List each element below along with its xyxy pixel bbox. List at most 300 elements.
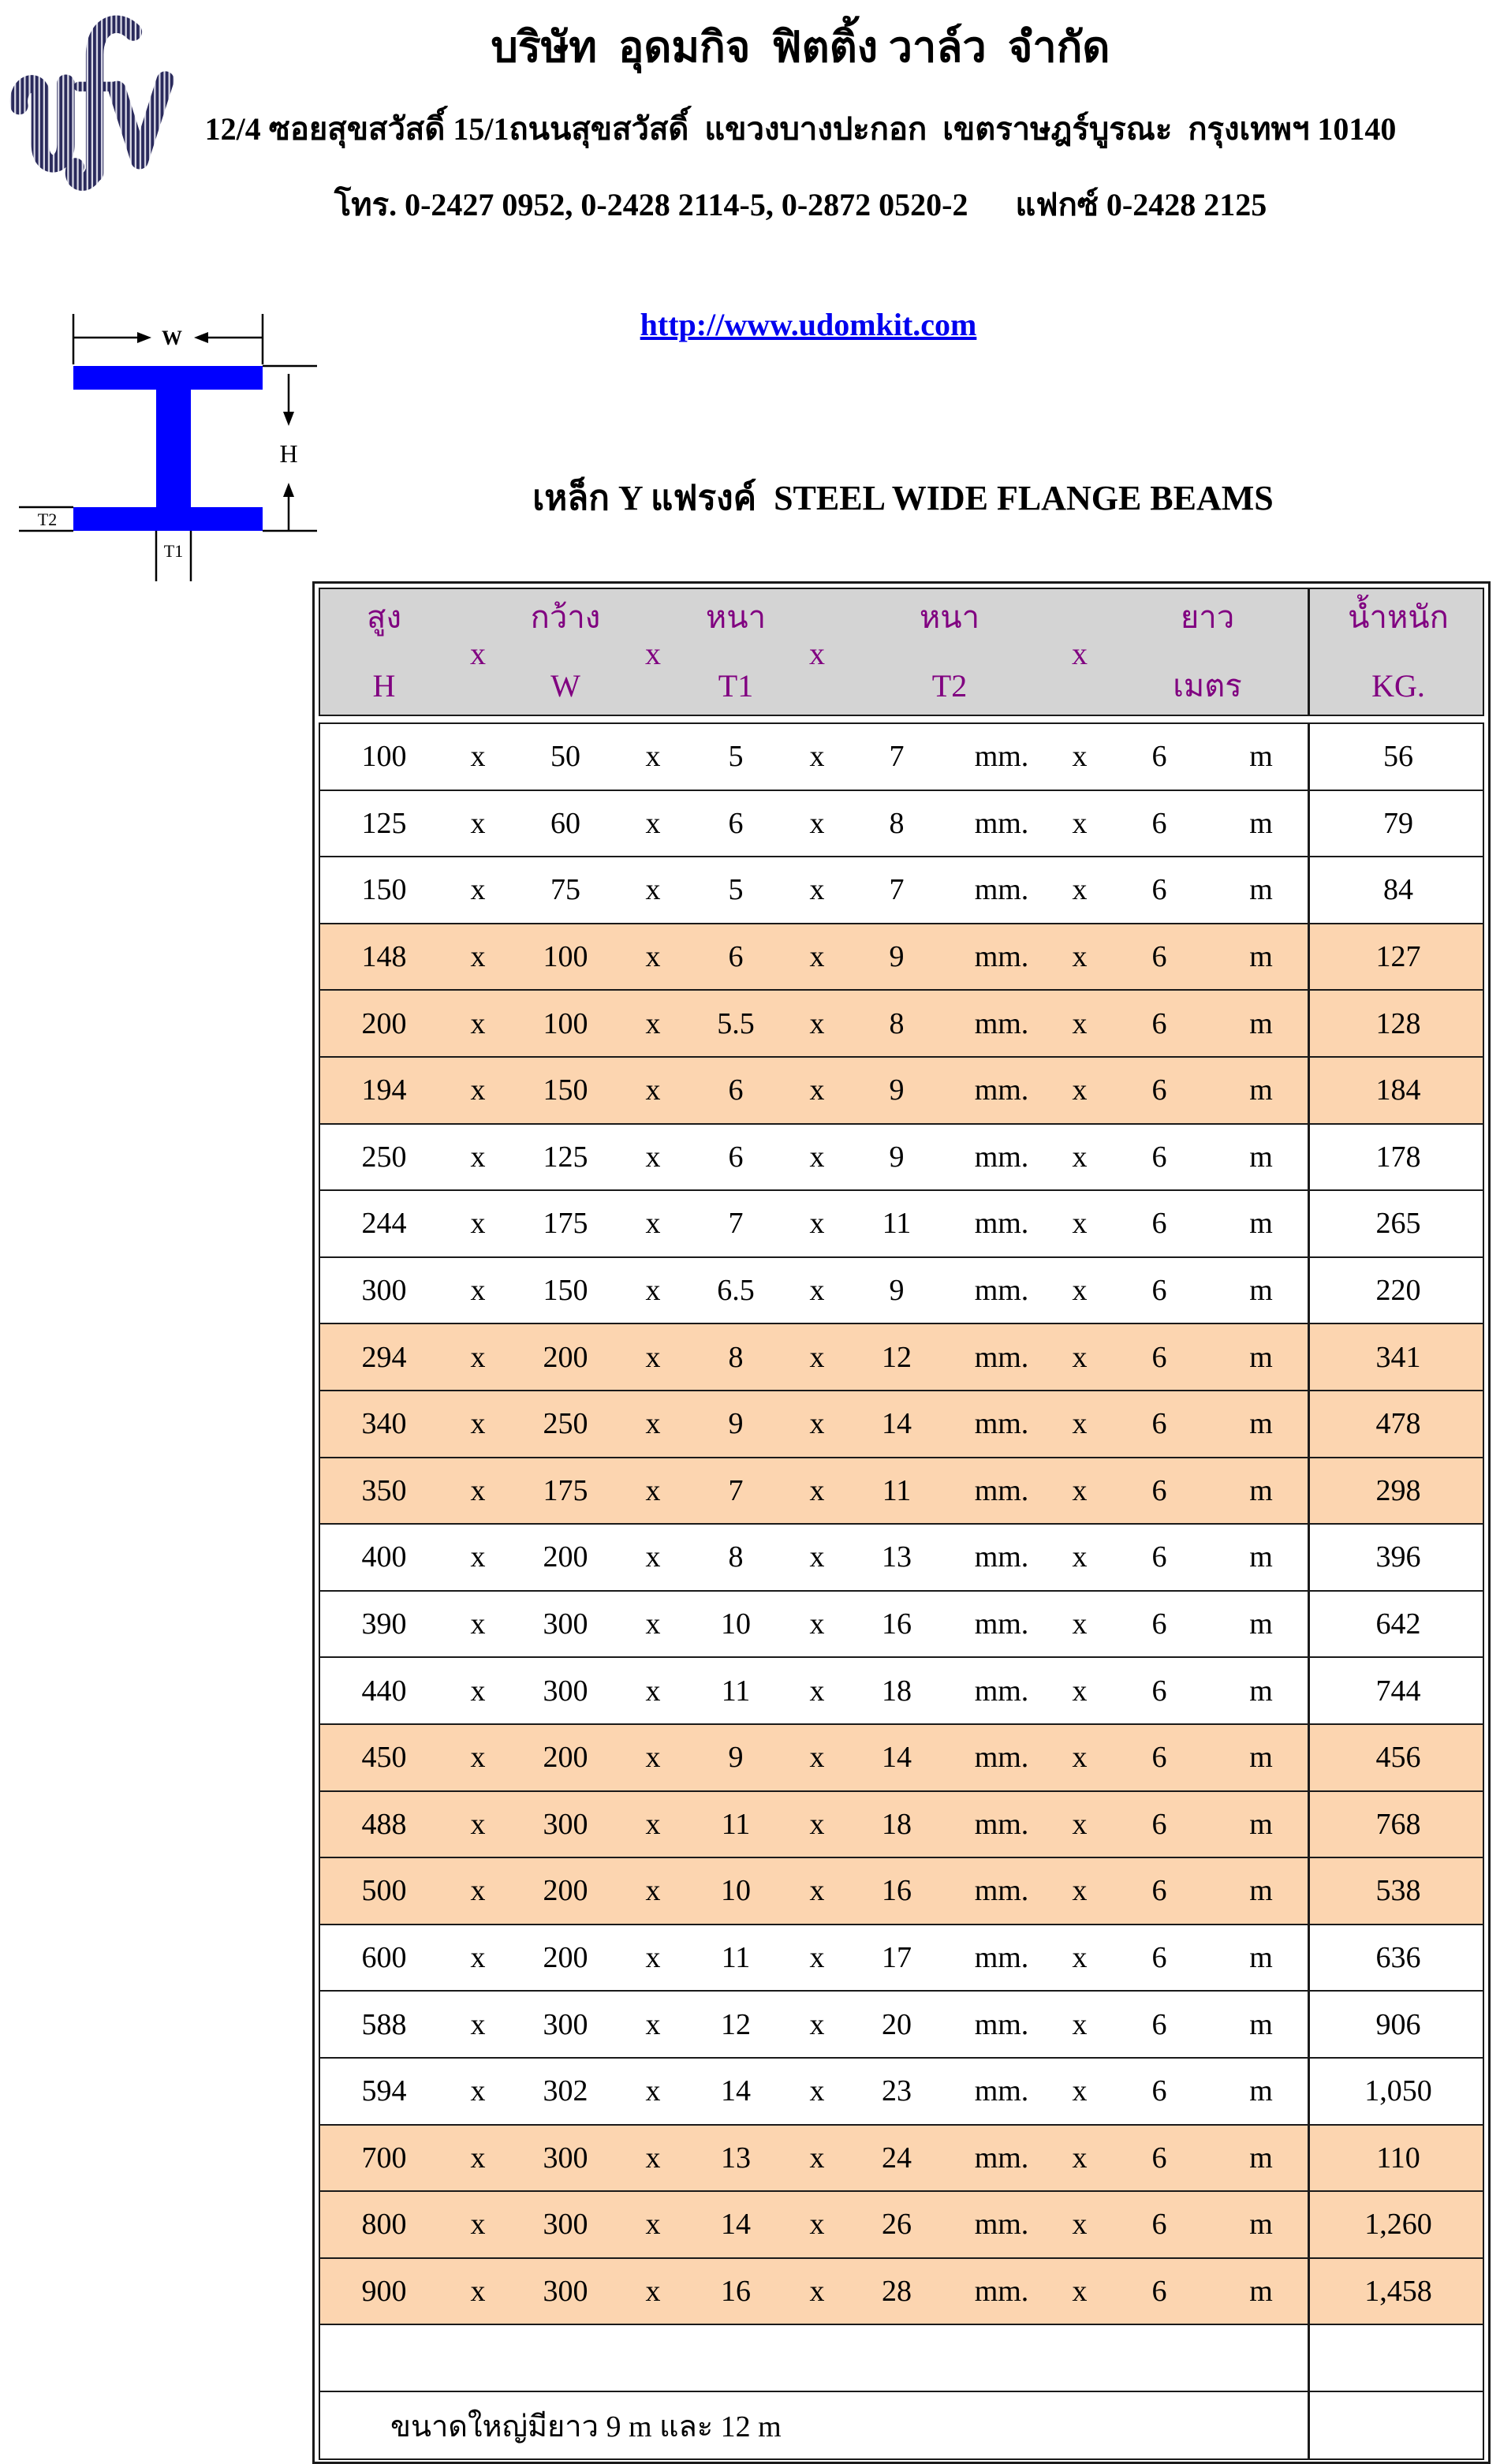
web-thickness-cell: 5 [728,873,744,907]
length-cell: 6 [1151,1340,1167,1374]
footer-note: ขนาดใหญ่มียาว 9 m และ 12 m [390,2410,782,2443]
times-sign: x [470,1340,486,1374]
flange-thickness-cell: 13 [882,1540,912,1574]
web-thickness-cell: 12 [721,2007,751,2041]
weight-cell: 642 [1375,1607,1421,1641]
table-row [320,1458,1483,1525]
table-row [320,1658,1483,1725]
width-cell: 200 [543,1741,588,1775]
unit-mm: mm. [974,1473,1029,1507]
width-cell: 60 [550,806,580,840]
times-sign: x [809,1540,825,1574]
flange-thickness-cell: 9 [889,1073,905,1107]
height-cell: 194 [361,1073,407,1107]
flange-thickness-cell: 7 [889,740,905,774]
unit-mm: mm. [974,1941,1029,1975]
web-thickness-cell: 5.5 [717,1006,755,1040]
times-sign: x [470,1941,486,1975]
weight-cell: 906 [1375,2007,1421,2041]
web-thickness-cell: 14 [721,2074,751,2108]
flange-thickness-cell: 28 [882,2275,912,2309]
width-cell: 300 [543,1607,588,1641]
unit-m: m [1249,1941,1273,1975]
length-cell: 6 [1151,1941,1167,1975]
footer-row [320,2392,1483,2459]
times-sign: x [809,740,825,774]
web-thickness-cell: 6.5 [717,1274,755,1308]
times-sign: x [1072,2275,1088,2309]
header-times-sign: x [645,636,661,671]
unit-m: m [1249,2141,1273,2175]
height-cell: 244 [361,1207,407,1241]
height-cell: 700 [361,2141,407,2175]
height-cell: 600 [361,1941,407,1975]
flange-thickness-cell: 17 [882,1941,912,1975]
width-cell: 200 [543,1340,588,1374]
weight-cell: 478 [1375,1407,1421,1441]
times-sign: x [470,1006,486,1040]
width-cell: 300 [543,1807,588,1841]
times-sign: x [470,1607,486,1641]
height-label: H [279,439,298,468]
unit-mm: mm. [974,2275,1029,2309]
web-thickness-cell: 10 [721,1607,751,1641]
unit-m: m [1249,1741,1273,1775]
times-sign: x [645,2275,661,2309]
times-sign: x [809,806,825,840]
unit-m: m [1249,1407,1273,1441]
web-thickness-cell: 9 [728,1741,744,1775]
table-row [320,1725,1483,1792]
weight-cell: 1,260 [1364,2208,1432,2242]
times-sign: x [809,1607,825,1641]
times-sign: x [809,2007,825,2041]
flange-thickness-cell: 14 [882,1407,912,1441]
times-sign: x [1072,806,1088,840]
unit-mm: mm. [974,1741,1029,1775]
unit-mm: mm. [974,1207,1029,1241]
times-sign: x [1072,2141,1088,2175]
height-cell: 588 [361,2007,407,2041]
table-row [320,1391,1483,1458]
times-sign: x [470,940,486,974]
times-sign: x [645,1741,661,1775]
width-cell: 150 [543,1274,588,1308]
times-sign: x [645,1874,661,1908]
times-sign: x [470,1473,486,1507]
times-sign: x [645,806,661,840]
times-sign: x [1072,1340,1088,1374]
flange-thickness-cell: 11 [882,1473,912,1507]
unit-mm: mm. [974,2007,1029,2041]
unit-m: m [1249,1140,1273,1174]
weight-cell: 84 [1383,873,1413,907]
table-row [320,1858,1483,1925]
width-cell: 300 [543,2007,588,2041]
width-cell: 150 [543,1073,588,1107]
times-sign: x [1072,1807,1088,1841]
unit-mm: mm. [974,1073,1029,1107]
times-sign: x [809,1340,825,1374]
table-row [320,2126,1483,2193]
beam-cross-section-diagram [0,308,331,592]
times-sign: x [809,2275,825,2309]
length-cell: 6 [1151,1006,1167,1040]
flange-thickness-cell: 18 [882,1674,912,1708]
header-column-divider [1308,589,1310,715]
length-cell: 6 [1151,1473,1167,1507]
width-cell: 300 [543,2141,588,2175]
flange-thickness-cell: 26 [882,2208,912,2242]
table-row [320,1058,1483,1125]
times-sign: x [645,1674,661,1708]
unit-m: m [1249,1340,1273,1374]
times-sign: x [645,1006,661,1040]
header-width-th: กว้าง [530,599,601,635]
unit-mm: mm. [974,1540,1029,1574]
times-sign: x [645,740,661,774]
width-cell: 50 [550,740,580,774]
times-sign: x [645,1207,661,1241]
times-sign: x [470,1407,486,1441]
times-sign: x [645,1941,661,1975]
unit-mm: mm. [974,2074,1029,2108]
times-sign: x [645,1607,661,1641]
height-cell: 150 [361,873,407,907]
weight-cell: 1,050 [1364,2074,1432,2108]
table-row [320,857,1483,924]
width-cell: 100 [543,1006,588,1040]
flange-thickness-cell: 20 [882,2007,912,2041]
times-sign: x [645,940,661,974]
length-cell: 6 [1151,2208,1167,2242]
height-cell: 125 [361,806,407,840]
times-sign: x [1072,1473,1088,1507]
unit-mm: mm. [974,1140,1029,1174]
table-row [320,1992,1483,2059]
weight-cell: 127 [1375,940,1421,974]
table-row [320,1925,1483,1992]
times-sign: x [809,1941,825,1975]
unit-m: m [1249,806,1273,840]
height-cell: 350 [361,1473,407,1507]
times-sign: x [1072,1274,1088,1308]
web [156,390,191,507]
header-t2-code: T2 [931,668,968,704]
length-cell: 6 [1151,2141,1167,2175]
table-header [319,588,1484,716]
times-sign: x [1072,1407,1088,1441]
unit-m: m [1249,1540,1273,1574]
width-cell: 100 [543,940,588,974]
web-thickness-cell: 6 [728,940,744,974]
unit-m: m [1249,1207,1273,1241]
times-sign: x [809,2141,825,2175]
times-sign: x [809,1741,825,1775]
header-width-code: W [550,668,580,704]
width-arrowhead-left [137,332,151,343]
unit-m: m [1249,1607,1273,1641]
web-thickness-cell: 14 [721,2208,751,2242]
width-label: W [162,327,182,349]
times-sign: x [470,1140,486,1174]
times-sign: x [809,873,825,907]
weight-cell: 396 [1375,1540,1421,1574]
table-row [320,1525,1483,1592]
web-thickness-cell: 7 [728,1207,744,1241]
unit-m: m [1249,2275,1273,2309]
website-link[interactable]: http://www.udomkit.com [640,307,977,342]
flange-thickness-cell: 18 [882,1807,912,1841]
times-sign: x [645,2007,661,2041]
times-sign: x [1072,2074,1088,2108]
unit-m: m [1249,1874,1273,1908]
table-title: เหล็ก Y แฟรงค์ STEEL WIDE FLANGE BEAMS [532,479,1274,517]
web-thickness-cell: 6 [728,806,744,840]
header-t2-th: หนา [919,599,980,635]
times-sign: x [645,2208,661,2242]
header-length-unit: เมตร [1173,668,1242,704]
weight-cell: 128 [1375,1006,1421,1040]
height-cell: 200 [361,1006,407,1040]
width-cell: 300 [543,1674,588,1708]
length-cell: 6 [1151,2074,1167,2108]
length-cell: 6 [1151,1874,1167,1908]
times-sign: x [809,1874,825,1908]
table-row [320,2259,1483,2326]
length-cell: 6 [1151,1140,1167,1174]
times-sign: x [645,873,661,907]
unit-m: m [1249,2007,1273,2041]
times-sign: x [1072,1006,1088,1040]
table-row [320,1324,1483,1391]
length-cell: 6 [1151,1073,1167,1107]
header-length-th: ยาว [1180,599,1235,635]
times-sign: x [1072,873,1088,907]
width-cell: 175 [543,1207,588,1241]
length-cell: 6 [1151,1540,1167,1574]
web-thickness-cell: 16 [721,2275,751,2309]
unit-m: m [1249,1807,1273,1841]
flange-thickness-cell: 16 [882,1607,912,1641]
unit-m: m [1249,1073,1273,1107]
table-row [320,724,1483,791]
length-cell: 6 [1151,1207,1167,1241]
table-row [320,991,1483,1058]
height-cell: 100 [361,740,407,774]
company-name: บริษัท อุดมกิจ ฟิตติ้ง วาล์ว จำกัด [491,24,1110,71]
length-cell: 6 [1151,740,1167,774]
height-cell: 340 [361,1407,407,1441]
times-sign: x [1072,940,1088,974]
web-thickness-cell: 5 [728,740,744,774]
length-cell: 6 [1151,806,1167,840]
width-cell: 200 [543,1941,588,1975]
unit-m: m [1249,1473,1273,1507]
height-cell: 440 [361,1674,407,1708]
weight-cell: 178 [1375,1140,1421,1174]
web-thickness-cell: 10 [721,1874,751,1908]
weight-cell: 110 [1376,2141,1420,2175]
times-sign: x [470,873,486,907]
times-sign: x [809,1674,825,1708]
times-sign: x [1072,1540,1088,1574]
flange-thickness-cell: 11 [882,1207,912,1241]
length-cell: 6 [1151,1607,1167,1641]
flange-thickness-cell: 9 [889,1274,905,1308]
times-sign: x [470,1874,486,1908]
times-sign: x [645,1073,661,1107]
times-sign: x [809,1473,825,1507]
times-sign: x [470,2074,486,2108]
empty-row [320,2325,1483,2392]
flange-thickness-cell: 9 [889,940,905,974]
unit-mm: mm. [974,1274,1029,1308]
length-cell: 6 [1151,1807,1167,1841]
length-cell: 6 [1151,1274,1167,1308]
unit-m: m [1249,2074,1273,2108]
flange-thickness-cell: 23 [882,2074,912,2108]
length-cell: 6 [1151,1407,1167,1441]
times-sign: x [470,1540,486,1574]
times-sign: x [470,2141,486,2175]
unit-mm: mm. [974,2141,1029,2175]
flange-thickness-cell: 14 [882,1741,912,1775]
unit-m: m [1249,873,1273,907]
table-row [320,1191,1483,1258]
weight-cell: 636 [1375,1941,1421,1975]
web-thickness-cell: 8 [728,1340,744,1374]
times-sign: x [1072,1741,1088,1775]
flange-thickness-cell: 8 [889,1006,905,1040]
table-body [319,722,1484,2460]
times-sign: x [645,1473,661,1507]
company-website [110,259,1491,342]
flange-thickness-cell: 12 [882,1340,912,1374]
weight-cell: 56 [1383,740,1413,774]
length-cell: 6 [1151,940,1167,974]
unit-mm: mm. [974,1874,1029,1908]
times-sign: x [470,1073,486,1107]
times-sign: x [470,1807,486,1841]
table-row [320,1258,1483,1325]
times-sign: x [809,1407,825,1441]
weight-cell: 184 [1375,1073,1421,1107]
weight-cell: 79 [1383,806,1413,840]
flange-thickness-cell: 9 [889,1140,905,1174]
times-sign: x [470,1274,486,1308]
times-sign: x [1072,2007,1088,2041]
unit-mm: mm. [974,1674,1029,1708]
weight-cell: 265 [1375,1207,1421,1241]
flange-thickness-cell: 8 [889,806,905,840]
table-row [320,1125,1483,1192]
table-row [320,924,1483,991]
unit-mm: mm. [974,2208,1029,2242]
unit-mm: mm. [974,873,1029,907]
bottom-flange [73,507,263,531]
table-row [320,2059,1483,2126]
length-cell: 6 [1151,873,1167,907]
weight-cell: 298 [1375,1473,1421,1507]
header-weight-th: น้ำหนัก [1348,599,1449,635]
weight-cell: 1,458 [1364,2275,1432,2309]
times-sign: x [470,2275,486,2309]
header-times-sign: x [809,636,825,671]
unit-m: m [1249,940,1273,974]
times-sign: x [809,2074,825,2108]
unit-mm: mm. [974,1807,1029,1841]
header-times-sign: x [1072,636,1088,671]
times-sign: x [645,2074,661,2108]
height-cell: 900 [361,2275,407,2309]
times-sign: x [809,1807,825,1841]
weight-cell: 744 [1375,1674,1421,1708]
unit-mm: mm. [974,1407,1029,1441]
times-sign: x [1072,1874,1088,1908]
height-cell: 390 [361,1607,407,1641]
height-cell: 148 [361,940,407,974]
weight-cell: 220 [1375,1274,1421,1308]
weight-cell: 538 [1375,1874,1421,1908]
width-cell: 250 [543,1407,588,1441]
width-arrowhead-right [194,332,208,343]
height-cell: 300 [361,1274,407,1308]
logo-stroke-left [19,84,66,164]
times-sign: x [809,1140,825,1174]
web-thickness-cell: 13 [721,2141,751,2175]
web-thickness-cell: 6 [728,1140,744,1174]
unit-mm: mm. [974,940,1029,974]
table-row [320,791,1483,858]
width-cell: 300 [543,2275,588,2309]
times-sign: x [809,1207,825,1241]
web-thickness-cell: 6 [728,1073,744,1107]
height-cell: 450 [361,1741,407,1775]
length-cell: 6 [1151,2275,1167,2309]
times-sign: x [809,940,825,974]
web-thickness-cell: 8 [728,1540,744,1574]
weight-cell: 456 [1375,1741,1421,1775]
times-sign: x [645,2141,661,2175]
times-sign: x [1072,1674,1088,1708]
web-thickness-cell: 9 [728,1407,744,1441]
times-sign: x [1072,740,1088,774]
width-cell: 175 [543,1473,588,1507]
times-sign: x [470,1207,486,1241]
times-sign: x [1072,1073,1088,1107]
weight-cell: 768 [1375,1807,1421,1841]
times-sign: x [645,1407,661,1441]
times-sign: x [645,1340,661,1374]
company-phone: โทร. 0-2427 0952, 0-2428 2114-5, 0-2872 0520-2 แฟกซ์ 0-2428 2125 [334,187,1267,222]
unit-m: m [1249,2208,1273,2242]
t1-label: T1 [163,541,184,561]
times-sign: x [470,2007,486,2041]
length-cell: 6 [1151,1741,1167,1775]
header-t1-code: T1 [718,668,754,704]
web-thickness-cell: 7 [728,1473,744,1507]
length-cell: 6 [1151,2007,1167,2041]
unit-m: m [1249,740,1273,774]
flange-thickness-cell: 7 [889,873,905,907]
unit-mm: mm. [974,1006,1029,1040]
table-row [320,1792,1483,1859]
width-cell: 200 [543,1540,588,1574]
height-cell: 594 [361,2074,407,2108]
times-sign: x [809,1073,825,1107]
top-flange [73,366,263,390]
